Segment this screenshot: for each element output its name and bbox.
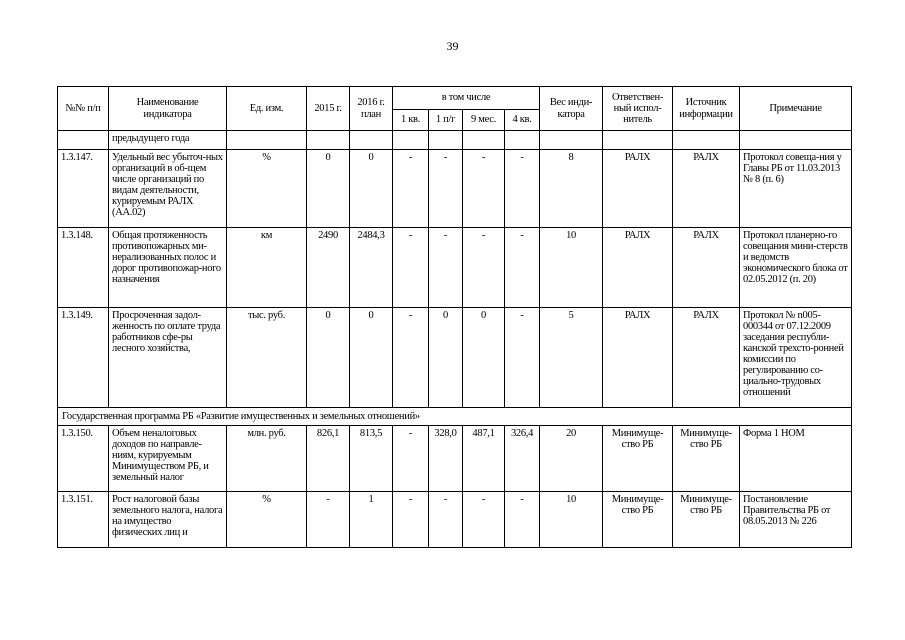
value-q1: -	[393, 308, 429, 408]
value-h1: 0	[429, 308, 463, 408]
unit: %	[227, 492, 307, 548]
header-name: Наименование индикатора	[109, 87, 227, 131]
table-row	[58, 308, 852, 408]
continuation-text: предыдущего года	[109, 131, 227, 150]
value-2016-plan: 2484,3	[350, 228, 393, 308]
indicator-name: Рост налоговой базы земельного налога, налога на имущество физических лиц и	[109, 492, 227, 548]
continuation-row	[58, 131, 852, 150]
row-number: 1.3.151.	[58, 492, 109, 548]
value-2016-plan: 813,5	[350, 426, 393, 492]
value-2016-plan: 0	[350, 150, 393, 228]
header-including: в том числе	[393, 87, 540, 110]
responsible: РАЛХ	[603, 150, 673, 228]
value-9m: -	[463, 228, 505, 308]
row-number: 1.3.148.	[58, 228, 109, 308]
row-number: 1.3.150.	[58, 426, 109, 492]
value-q4: -	[505, 228, 540, 308]
unit: км	[227, 228, 307, 308]
row-number: 1.3.147.	[58, 150, 109, 228]
value-h1: -	[429, 492, 463, 548]
value-q1: -	[393, 492, 429, 548]
unit: тыс. руб.	[227, 308, 307, 408]
value-h1: 328,0	[429, 426, 463, 492]
value-9m: 487,1	[463, 426, 505, 492]
header-9m: 9 мес.	[463, 110, 505, 131]
value-9m: 0	[463, 308, 505, 408]
info-source: РАЛХ	[673, 228, 740, 308]
header-h1: 1 п/г	[429, 110, 463, 131]
info-source: РАЛХ	[673, 150, 740, 228]
header-2015: 2015 г.	[307, 87, 350, 131]
note: Протокол планерно-го совещания мини-стерств и ведомств экономического блока от 02.05.2012 (п. 20)	[740, 228, 852, 308]
info-source: Минимуще-ство РБ	[673, 492, 740, 548]
value-2016-plan: 1	[350, 492, 393, 548]
info-source: Минимуще-ство РБ	[673, 426, 740, 492]
value-h1: -	[429, 228, 463, 308]
header-q4: 4 кв.	[505, 110, 540, 131]
table-row	[58, 492, 852, 548]
value-2015: 0	[307, 308, 350, 408]
value-q1: -	[393, 426, 429, 492]
indicator-name: Общая протяженность противопожарных ми-нерализованных полос и дорог противопожар-ного назначения	[109, 228, 227, 308]
note: Протокол совеща-ния у Главы РБ от 11.03.2013 № 8 (п. 6)	[740, 150, 852, 228]
header-source: Источник информации	[673, 87, 740, 131]
value-9m: -	[463, 492, 505, 548]
value-2015: 2490	[307, 228, 350, 308]
value-q1: -	[393, 150, 429, 228]
indicator-weight: 20	[540, 426, 603, 492]
header-num: №№ п/п	[58, 87, 109, 131]
indicator-name: Объем неналоговых доходов по направле-ниям, курируемым Минимуществом РБ, и земельный налог	[109, 426, 227, 492]
value-2016-plan: 0	[350, 308, 393, 408]
responsible: РАЛХ	[603, 308, 673, 408]
value-2015: 826,1	[307, 426, 350, 492]
indicator-weight: 10	[540, 492, 603, 548]
page-number: 39	[446, 39, 459, 53]
unit: %	[227, 150, 307, 228]
indicator-weight: 10	[540, 228, 603, 308]
section-row	[58, 408, 852, 426]
table-row	[58, 426, 852, 492]
responsible: Минимуще-ство РБ	[603, 492, 673, 548]
info-source: РАЛХ	[673, 308, 740, 408]
note: Форма 1 НОМ	[740, 426, 852, 492]
value-2015: -	[307, 492, 350, 548]
unit: млн. руб.	[227, 426, 307, 492]
header-q1: 1 кв.	[393, 110, 429, 131]
header-note: Примечание	[740, 87, 852, 131]
value-q4: -	[505, 150, 540, 228]
table-row	[58, 228, 852, 308]
section-title: Государственная программа РБ «Развитие имущественных и земельных отношений»	[58, 408, 852, 426]
table-row	[58, 150, 852, 228]
value-q4: 326,4	[505, 426, 540, 492]
indicator-name: Удельный вес убыточ-ных организаций в об-щем числе организаций по видам деятельности, курируемым РАЛХ (АА.02)	[109, 150, 227, 228]
header-weight: Вес инди-катора	[540, 87, 603, 131]
note: Постановление Правительства РБ от 08.05.2013 № 226	[740, 492, 852, 548]
indicator-weight: 5	[540, 308, 603, 408]
header-responsible: Ответствен-ный испол-нитель	[603, 87, 673, 131]
value-q1: -	[393, 228, 429, 308]
responsible: Минимуще-ство РБ	[603, 426, 673, 492]
indicator-name: Просроченная задол-женность по оплате труда работников сфе-ры лесного хозяйства,	[109, 308, 227, 408]
note: Протокол № n005-000344 от 07.12.2009 заседания республи-канской трехсто-ронней комиссии по регулированию со-циально-трудовых отношений	[740, 308, 852, 408]
indicators-table	[57, 86, 852, 548]
indicator-weight: 8	[540, 150, 603, 228]
header-2016-plan: 2016 г. план	[350, 87, 393, 131]
value-q4: -	[505, 492, 540, 548]
header-unit: Ед. изм.	[227, 87, 307, 131]
value-q4: -	[505, 308, 540, 408]
responsible: РАЛХ	[603, 228, 673, 308]
value-2015: 0	[307, 150, 350, 228]
value-9m: -	[463, 150, 505, 228]
value-h1: -	[429, 150, 463, 228]
row-number: 1.3.149.	[58, 308, 109, 408]
